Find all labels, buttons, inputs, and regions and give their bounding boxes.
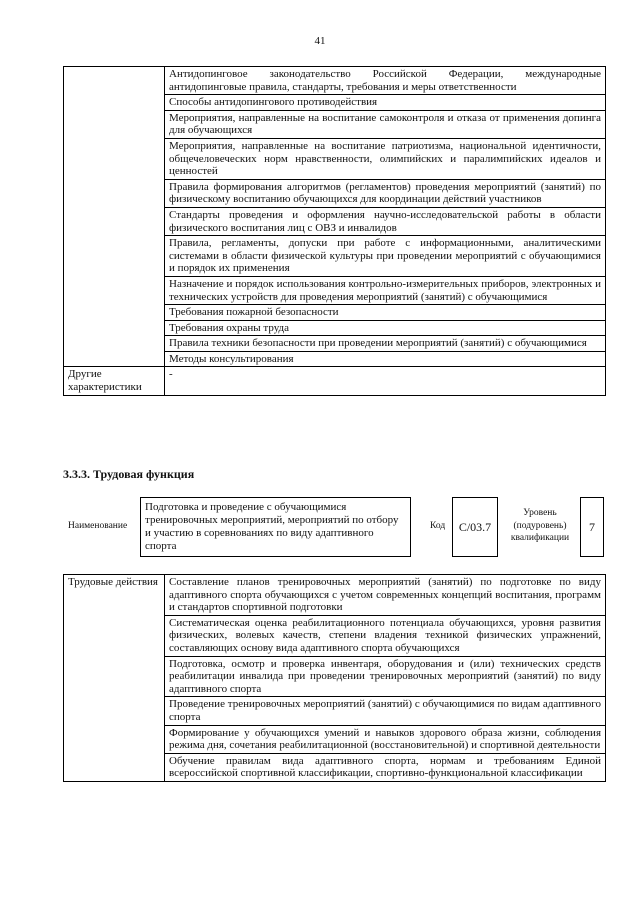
other-characteristics-label: Другие характеристики bbox=[64, 367, 165, 395]
table-cell: Обучение правилам вида адаптивного спорта, нормам и требованиям Единой всероссийской спортивной классификации, спортивно-функциональной классификации bbox=[165, 753, 606, 781]
function-name: Подготовка и проведение с обучающимися тренировочных мероприятий, мероприятий по отбору и участию в соревнованиях по виду адаптивного спорта bbox=[140, 497, 411, 557]
table-cell: Способы антидопингового противодействия bbox=[165, 95, 606, 111]
name-label: Наименование bbox=[68, 521, 128, 531]
table-cell: Правила техники безопасности при проведении мероприятий (занятий) с обучающимися bbox=[165, 336, 606, 352]
table-cell: Требования пожарной безопасности bbox=[165, 305, 606, 321]
table-cell: Антидопинговое законодательство Российской Федерации, международные антидопинговые правила, стандарты, требования и меры ответственности bbox=[165, 67, 606, 95]
table-cell: Правила формирования алгоритмов (регламентов) проведения мероприятий (занятий) по физическому воспитанию обучающихся для координации действий участников bbox=[165, 179, 606, 207]
other-characteristics-value: - bbox=[165, 367, 606, 395]
table-row bbox=[64, 67, 606, 95]
table-row bbox=[64, 575, 606, 616]
code-label: Код bbox=[430, 521, 446, 531]
table-cell: Систематическая оценка реабилитационного потенциала обучающихся, уровня развития физических, волевых качеств, степени владения техникой физических упражнений, составляющих основу вида адаптивного спорта обучающихся bbox=[165, 615, 606, 656]
table-cell: Мероприятия, направленные на воспитание патриотизма, национальной идентичности, общечеловеческих норм нравственности, олимпийских и паралимпийских идеалов и ценностей bbox=[165, 138, 606, 179]
qualification-level-label: Уровень (подуровень) квалификации bbox=[510, 508, 570, 543]
table-row bbox=[64, 367, 606, 395]
table-cell: Стандарты проведения и оформления научно-исследовательской работы в области физического воспитания лиц с ОВЗ и инвалидов bbox=[165, 207, 606, 235]
table-cell: Проведение тренировочных мероприятий (занятий) с обучающимися по видам адаптивного спорта bbox=[165, 697, 606, 725]
table-cell: Требования охраны труда bbox=[165, 320, 606, 336]
table-cell: Назначение и порядок использования контрольно-измерительных приборов, электронных и технических устройств для проведения мероприятий (занятий) с обучающимися bbox=[165, 276, 606, 304]
table-cell: Составление планов тренировочных мероприятий (занятий) по подготовке по виду адаптивного спорта обучающихся с учетом современных концепций воспитания, программ и стандартов спортивной подготовки bbox=[165, 575, 606, 616]
table-cell: Мероприятия, направленные на воспитание самоконтроля и отказа от применения допинга для обучающихся bbox=[165, 110, 606, 138]
function-code: С/03.7 bbox=[452, 497, 498, 557]
section-title: 3.3.3. Трудовая функция bbox=[63, 467, 195, 481]
knowledge-table bbox=[63, 66, 606, 396]
labor-actions-table bbox=[63, 574, 606, 782]
labor-actions-label: Трудовые действия bbox=[64, 575, 165, 782]
table-cell: Подготовка, осмотр и проверка инвентаря, оборудования и (или) технических средств реабилитации инвалида при проведении тренировочных мероприятий (занятий) по виду адаптивного спорта bbox=[165, 656, 606, 697]
qualification-level-value: 7 bbox=[580, 497, 604, 557]
table-cell: Методы консультирования bbox=[165, 351, 606, 367]
table-cell: Формирование у обучающихся умений и навыков здорового образа жизни, соблюдения режима дня, сочетания реабилитационной (восстановительной) и спортивной деятельности bbox=[165, 725, 606, 753]
table-cell-empty bbox=[64, 67, 165, 367]
table-cell: Правила, регламенты, допуски при работе с информационными, аналитическими системами в области физической культуры при проведении мероприятий с обучающимися и порядок их применения bbox=[165, 236, 606, 277]
page-number: 41 bbox=[314, 35, 326, 47]
